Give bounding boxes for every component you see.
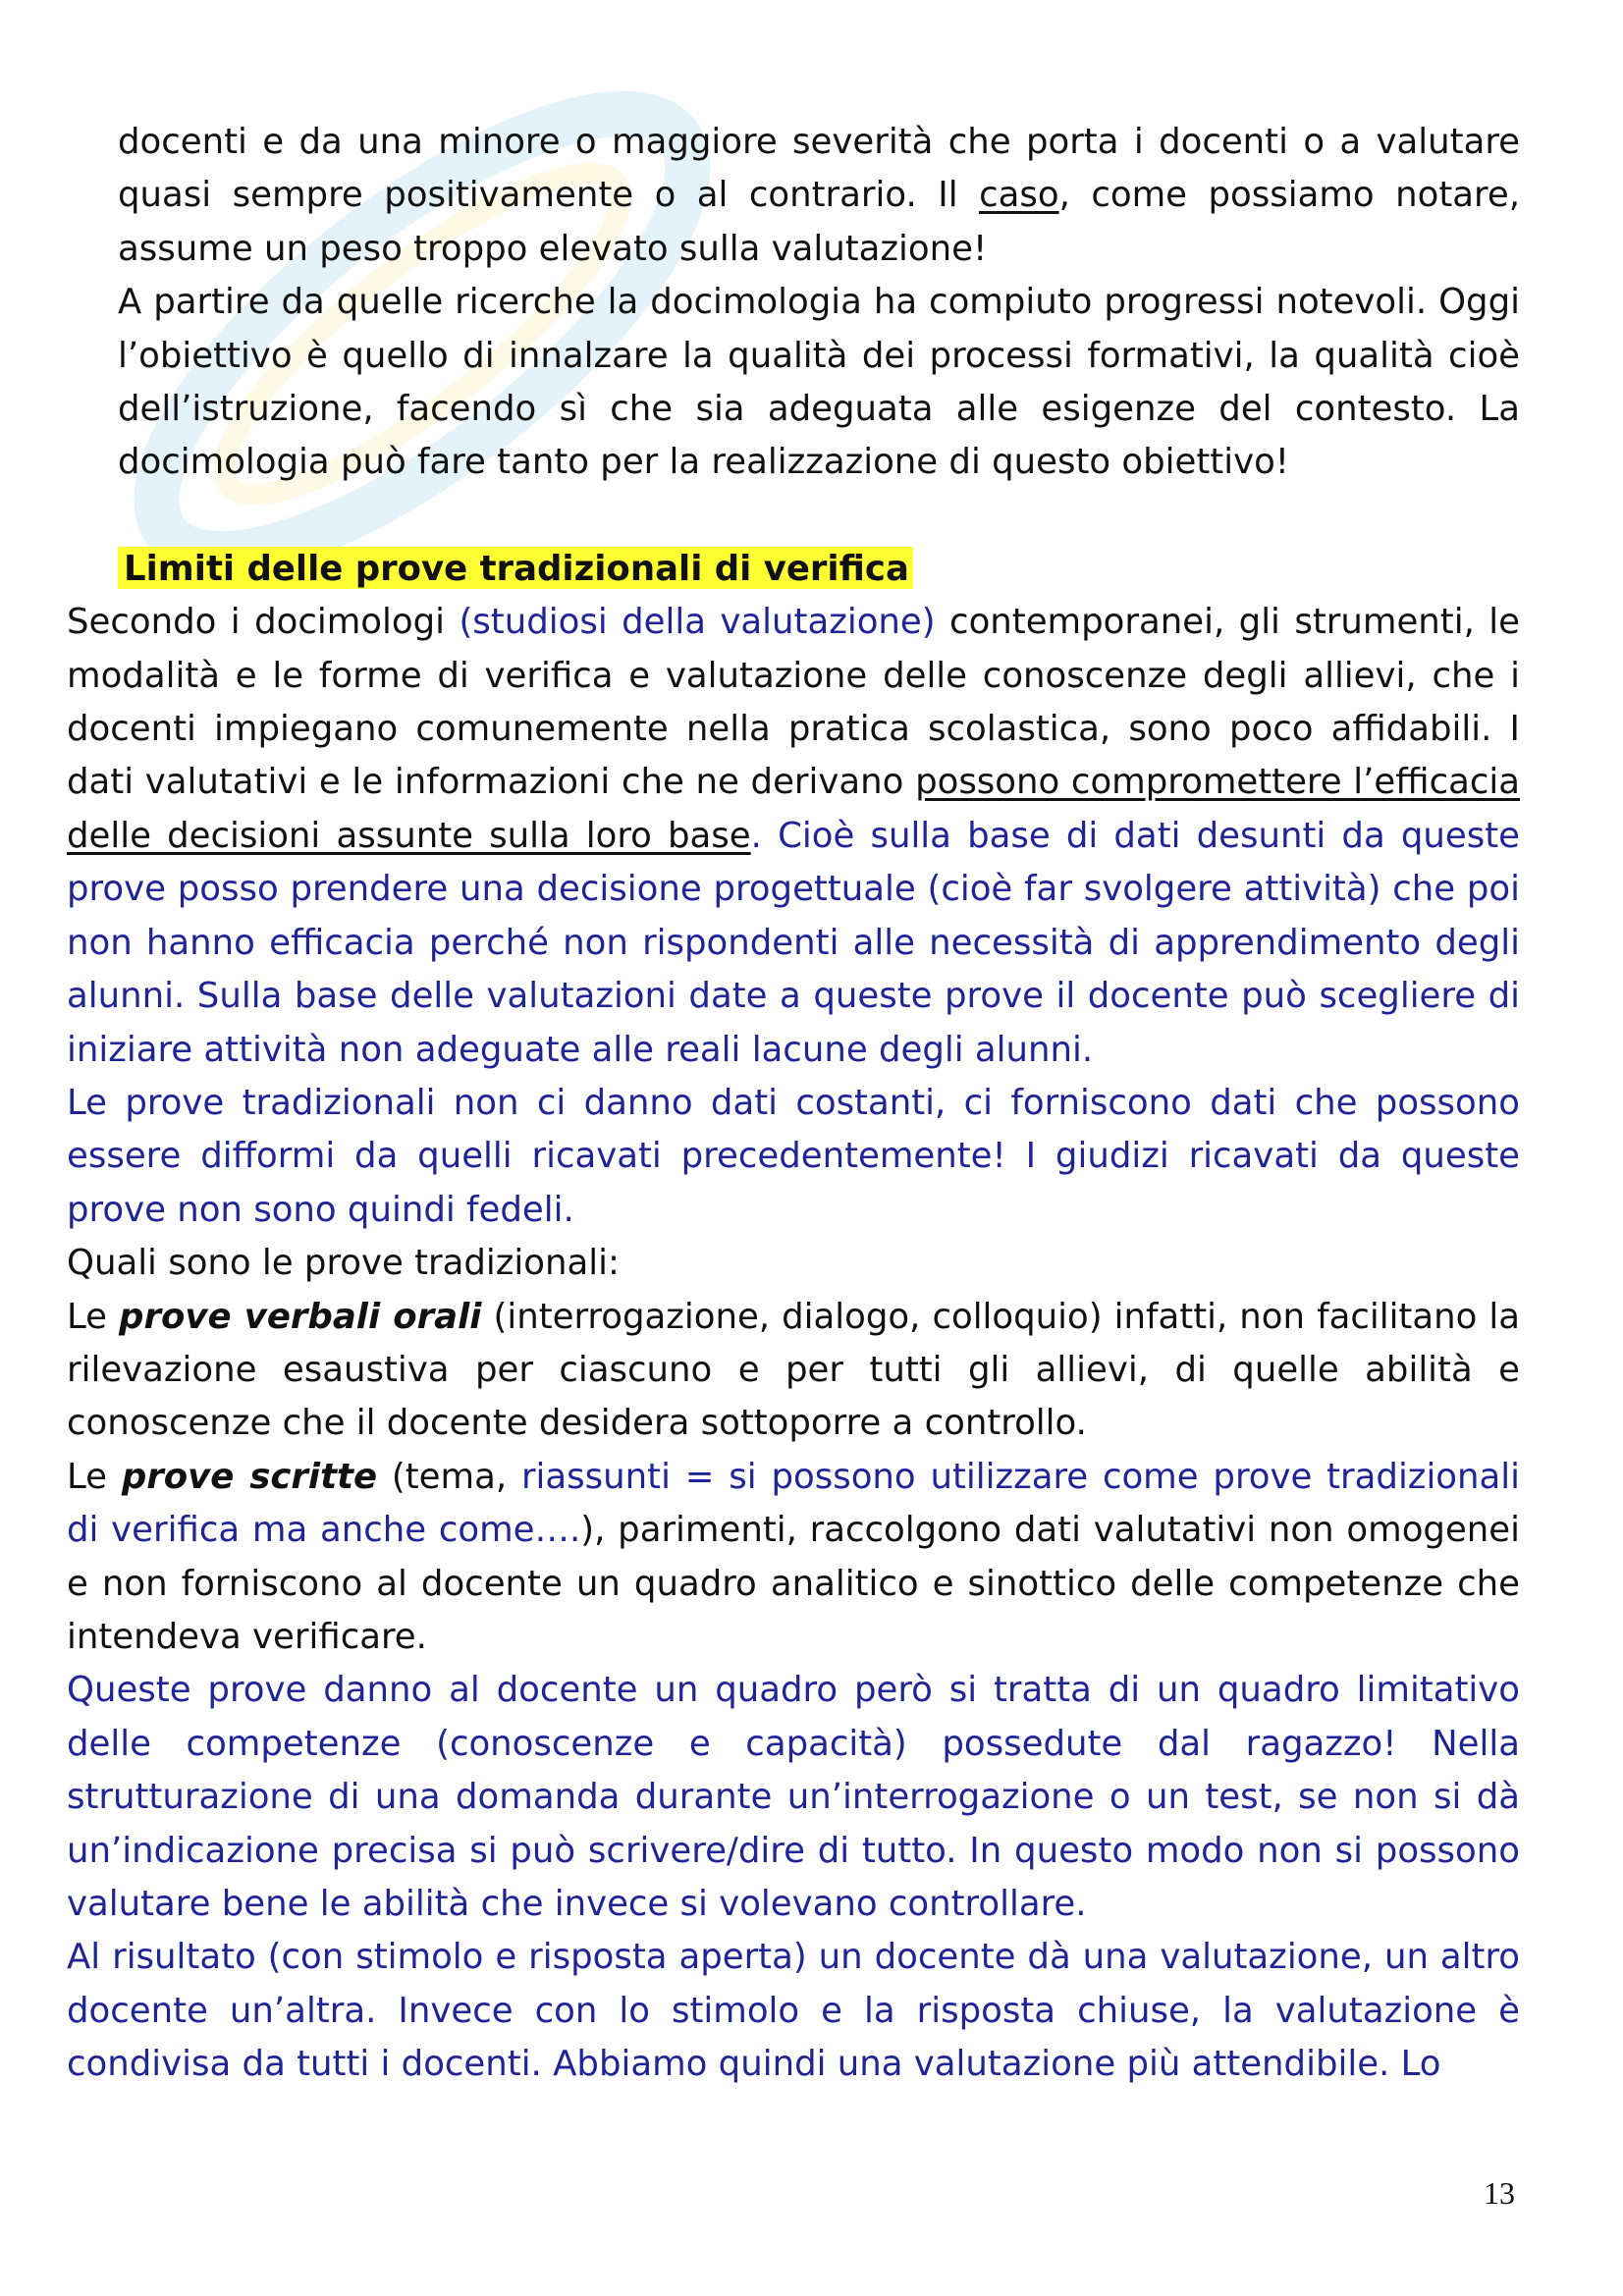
paragraph-intro-1: docenti e da una minore o maggiore severità che porta i docenti o a valutare quasi sempre positivamente o al contrario. Il caso, come possiamo notare, assume un peso troppo elevato sulla valutazione!: [118, 122, 1520, 269]
paragraph-intro-2: A partire da quelle ricerche la docimologia ha compiuto progressi notevoli. Oggi l’obiettivo è quello di innalzare la qualità dei processi formativi, la qualità cioè dell’istruzione, facendo sì che sia adeguata alle esigenze del contesto. La docimologia può fare tanto per la realizzazione di questo obiettivo!: [118, 282, 1520, 483]
page-number: 13: [1484, 2175, 1515, 2211]
paragraph-quadro-limitativo: Queste prove danno al docente un quadro però si tratta di un quadro limitativo delle competenze (conoscenze e capacità) possedute dal ragazzo! Nella strutturazione di una domanda durante un’interrogazione o un test, se non si dà un’indicazione precisa si può scrivere/dire di tutto. In questo modo non si possono valutare bene le abilità che invece si volevano controllare.: [67, 1670, 1520, 1924]
section-heading: Limiti delle prove tradizionali di verifica: [67, 543, 1520, 596]
document-page: [67, 116, 1520, 2092]
word-caso: caso: [979, 175, 1059, 216]
underlined-phrase: possono compromettere l’efficacia delle decisioni assunte sulla loro base: [67, 762, 1520, 856]
paragraph-risultato: Al risultato (con stimolo e risposta aperta) un docente dà una valutazione, un altro docente un’altra. Invece con lo stimolo e la risposta chiuse, la valutazione è condivisa da tutti i docenti. Abbiamo quindi una valutazione più attendibile. Lo: [67, 1937, 1520, 2085]
paragraph-quali-prove: Quali sono le prove tradizionali:: [67, 1243, 620, 1284]
paragraph-docimologi: Secondo i docimologi (studiosi della valutazione) contemporanei, gli strumenti, le modalità e le forme di verifica e valutazione delle conoscenze degli allievi, che i docenti impiegano comunemente nella pratica scolastica, sono poco affidabili. I dati valutativi e le informazioni che ne derivano possono compromettere l’efficacia delle decisioni assunte sulla loro base. Cioè sulla base di dati desunti da queste prove posso prendere una decisione progettuale (cioè far svolgere attività) che poi non hanno efficacia perché non rispondenti alle necessità di apprendimento degli alunni. Sulla base delle valutazioni date a queste prove il docente può scegliere di iniziare attività non adeguate alle reali lacune degli alunni.: [67, 602, 1521, 1070]
paragraph-prove-orali: Le prove verbali orali (interrogazione, dialogo, colloquio) infatti, non facilitano la rilevazione esaustiva per ciascuno e per tutti gli allievi, di quelle abilità e conoscenze che il docente desidera sottoporre a controllo.: [67, 1296, 1520, 1444]
paragraph-dati-costanti: Le prove tradizionali non ci danno dati costanti, ci forniscono dati che possono essere difformi da quelli ricavati precedentemente! I giudizi ricavati da queste prove non sono quindi fedeli.: [67, 1082, 1520, 1230]
paragraph-prove-scritte: Le prove scritte (tema, riassunti = si possono utilizzare come prove tradizionali di verifica ma anche come….), parimenti, raccolgono dati valutativi non omogenei e non forniscono al docente un quadro analitico e sinottico delle competenze che intendeva verificare.: [67, 1456, 1521, 1657]
